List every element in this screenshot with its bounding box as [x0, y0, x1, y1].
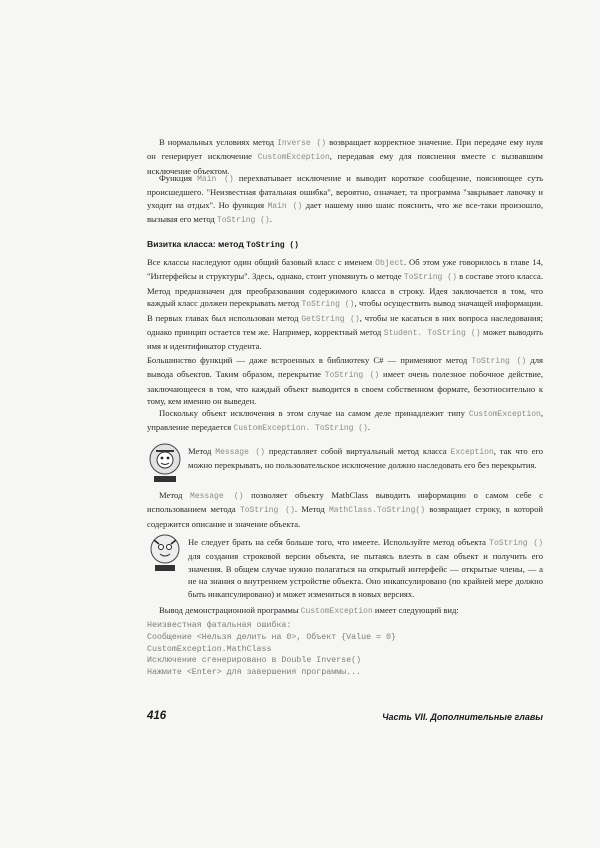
- paragraph-exception-type: Поскольку объект исключения в этом случае на самом деле принадлежит типу CustomException, управление передается CustomException. ToString ().: [147, 408, 543, 434]
- remember-icon: [146, 532, 184, 574]
- note-dont-overreach: Не следует брать на себя больше того, что имеете. Используйте метод объекта ToString () для создания строковой версии объекта, не пытаясь влезть в сам объект и получить его значения. В общем случае нужно полагаться на открытый интерфейс — открытые члены, — а не на знания о внутреннем устройстве объекта. Оно инкапсулировано (по крайней мере должно быть инкапсулировано) и может измениться в новых версиях.: [188, 537, 544, 599]
- paragraph-functions: Большинство функций — даже встроенных в библиотеку C# — применяют метод ToString () для вывода объектов. Таким образом, перекрытие ToString () имеет очень полезное побочное действие, заключающееся в том, что каждый объект выводится в своем собственном формате, безотносительно к тому, кем именно он выведен.: [147, 355, 543, 407]
- technical-stuff-icon: [146, 442, 184, 484]
- code-line: Сообщение <Нельзя делить на 0>, Объект {Value = 0}: [147, 632, 396, 642]
- program-output-listing: [147, 620, 543, 679]
- code-line: Неизвестная фатальная ошибка:: [147, 621, 292, 630]
- note-message-method: Метод Message () представляет собой виртуальный метод класса Exception, так что его можно перекрывать, но пользовательское исключение должно наследовать его без перекрытия.: [188, 446, 543, 471]
- paragraph-message-mathclass: Метод Message () позволяет объекту MathClass выводить информацию о самом себе с использованием метода ToString (). Метод MathClass.ToString() возвращает строку, в которой содержится описание и значение объекта.: [147, 490, 544, 529]
- page-number: 416: [147, 710, 167, 722]
- code-line: CustomException.MathClass: [147, 644, 272, 654]
- code-line: Нажмите <Enter> для завершения программы...: [147, 668, 362, 678]
- paragraph-main: Функция Main () перехватывает исключение и выводит короткое сообщение, поясняющее суть происшедшего. "Неизвестная фатальная ошибка", вероятно, означает, та программа "закрывает лавочку и уходит на отдых". Но функция Main () дает нашему нию шанс пояснить, что же все-таки произошло, вызывая его метод ToString ().: [147, 173, 543, 226]
- code-line: Исключение сгенерировано в Double Inverse(): [147, 656, 362, 666]
- section-heading: Визитка класса: метод ToString (): [147, 239, 299, 250]
- running-footer-title: Часть VII. Дополнительные главы: [382, 712, 543, 722]
- paragraph-demo-output: Вывод демонстрационной программы CustomException имеет следующий вид:: [159, 605, 459, 616]
- paragraph-inverse: В нормальных условиях метод Inverse () возвращает корректное значение. При передаче ему нуля он генерирует исключение CustomException, передавая ему для пояснения вместе с вызвавшим исключение объектом.: [147, 137, 543, 176]
- paragraph-object-tostring: Все классы наследуют один общий базовый класс с именем Object. Об этом уже говорилось в главе 14, "Интерфейсы и структуры". Здесь, однако, стоит упомянуть о методе ToString () в составе этого класса. Метод предназначен для преобразования содержимого класса в строку. Идея заключается в том, что каждый класс должен перекрывать метод ToString (), чтобы осуществить вывод значащей информации. В первых главах был использован метод GetString (), чтобы не касаться в них вопроса наследования; однако принцип остается тем же. Например, корректный метод Student. ToString () может выводить имя и идентификатор студента.: [147, 257, 544, 352]
